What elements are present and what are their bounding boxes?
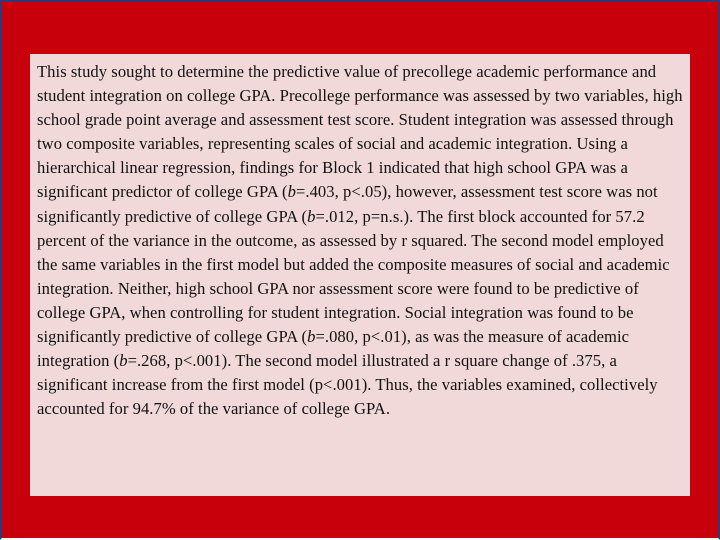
abstract-segment-5: =.268, p<.001). The second model illustrated a r square change of .375, a significant increase from the first model (p<.001). Thus, the variables examined, collectively accounted for 94.7% of the variance of college GPA.: [37, 351, 658, 419]
abstract-paragraph: [37, 60, 684, 421]
abstract-segment-2: =.403, p<.05), however, assessment test score was not significantly predictive of college GPA (: [37, 182, 658, 226]
coefficient-symbol-4: b: [119, 351, 128, 371]
abstract-text-box: [30, 54, 690, 496]
abstract-segment-4: =.080, p<.01), as was the measure of academic integration (: [37, 327, 630, 371]
abstract-segment-3: =.012, p=n.s.). The first block accounted for 57.2 percent of the variance in the outcome, as assessed by r squared. The second model employed the same variables in the first model but added the composite measures of social and academic integration. Neither, high school GPA nor assessment score were found to be predictive of college GPA, when controlling for student integration. Social integration was found to be significantly predictive of college GPA (: [37, 206, 670, 347]
coefficient-symbol-2: b: [307, 206, 316, 226]
coefficient-symbol-3: b: [307, 327, 316, 347]
abstract-segment-1: This study sought to determine the predictive value of precollege academic performance and student integration on college GPA. Precollege performance was assessed by two variables, high school grade point average and assessment test score. Student integration was assessed through two composite variables, representing scales of social and academic integration. Using a hierarchical linear regression, findings for Block 1 indicated that high school GPA was a significant predictor of college GPA (: [37, 62, 683, 202]
coefficient-symbol-1: b: [287, 182, 296, 202]
